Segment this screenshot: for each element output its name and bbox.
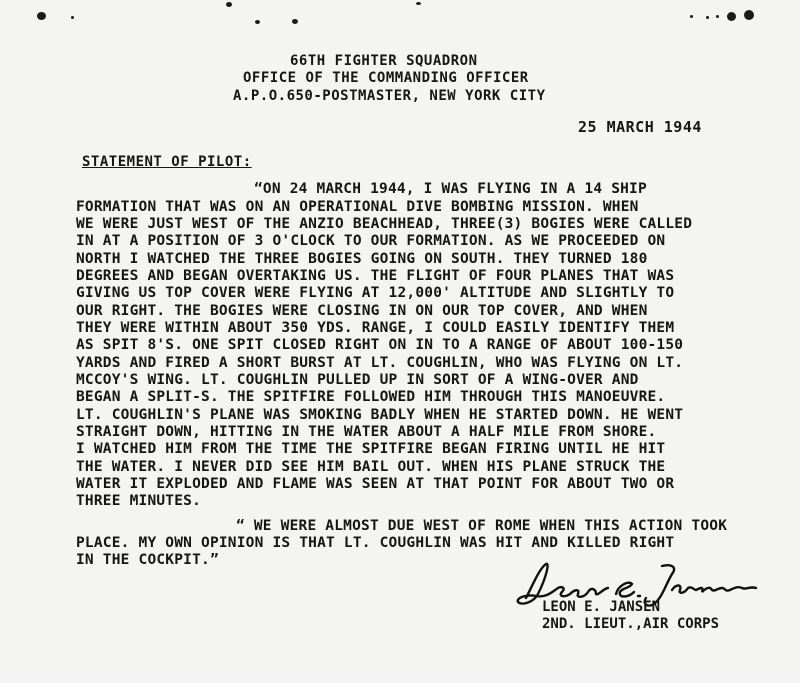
text-line: “ WE WERE ALMOST DUE WEST OF ROME WHEN THIS ACTION TOOK bbox=[236, 518, 728, 534]
text-line: PLACE. MY OWN OPINION IS THAT LT. COUGHLIN WAS HIT AND KILLED RIGHT bbox=[76, 535, 675, 551]
text-line: STRAIGHT DOWN, HITTING IN THE WATER ABOUT A HALF MILE FROM SHORE. bbox=[76, 424, 657, 440]
scan-speck bbox=[690, 15, 693, 18]
scan-speck bbox=[706, 16, 709, 19]
signer-name: LEON E. JANSEN bbox=[542, 599, 661, 615]
letterhead-address: A.P.O.650-POSTMASTER, NEW YORK CITY bbox=[233, 88, 546, 104]
text-line: NORTH I WATCHED THE THREE BOGIES GOING ON SOUTH. THEY TURNED 180 bbox=[76, 251, 648, 267]
letterhead-office: OFFICE OF THE COMMANDING OFFICER bbox=[243, 70, 529, 86]
scan-speck bbox=[226, 2, 232, 7]
scan-speck bbox=[37, 12, 46, 20]
text-line: THREE MINUTES. bbox=[76, 493, 202, 509]
scan-speck bbox=[744, 10, 754, 20]
text-line: IN THE COCKPIT.” bbox=[76, 552, 219, 568]
statement-title: STATEMENT OF PILOT: bbox=[82, 154, 252, 170]
letterhead-unit: 66TH FIGHTER SQUADRON bbox=[290, 53, 478, 69]
text-line: “ON 24 MARCH 1944, I WAS FLYING IN A 14 SHIP bbox=[254, 181, 647, 197]
text-line: IN AT A POSITION OF 3 O'CLOCK TO OUR FORMATION. AS WE PROCEEDED ON bbox=[76, 233, 666, 249]
scan-speck bbox=[292, 19, 298, 24]
text-line: BEGAN A SPLIT-S. THE SPITFIRE FOLLOWED HIM THROUGH THIS MANOEUVRE. bbox=[76, 389, 666, 405]
text-line: MCCOY'S WING. LT. COUGHLIN PULLED UP IN SORT OF A WING-OVER AND bbox=[76, 372, 639, 388]
scan-speck bbox=[727, 12, 736, 21]
text-line: THEY WERE WITHIN ABOUT 350 YDS. RANGE, I COULD EASILY IDENTIFY THEM bbox=[76, 320, 675, 336]
signer-rank: 2ND. LIEUT.,AIR CORPS bbox=[542, 616, 720, 632]
scan-speck bbox=[71, 16, 74, 19]
text-line: THE WATER. I NEVER DID SEE HIM BAIL OUT. WHEN HIS PLANE STRUCK THE bbox=[76, 459, 666, 475]
text-line: FORMATION THAT WAS ON AN OPERATIONAL DIVE BOMBING MISSION. WHEN bbox=[76, 199, 639, 215]
scan-speck bbox=[416, 2, 421, 5]
text-line: I WATCHED HIM FROM THE TIME THE SPITFIRE BEGAN FIRING UNTIL HE HIT bbox=[76, 441, 666, 457]
scan-speck bbox=[255, 20, 260, 24]
text-line: GIVING US TOP COVER WERE FLYING AT 12,000' ALTITUDE AND SLIGHTLY TO bbox=[76, 285, 675, 301]
text-line: OUR RIGHT. THE BOGIES WERE CLOSING IN ON OUR TOP COVER, AND WHEN bbox=[76, 303, 648, 319]
text-line: WATER IT EXPLODED AND FLAME WAS SEEN AT THAT POINT FOR ABOUT TWO OR bbox=[76, 476, 675, 492]
text-line: LT. COUGHLIN'S PLANE WAS SMOKING BADLY WHEN HE STARTED DOWN. HE WENT bbox=[76, 407, 684, 423]
text-line: AS SPIT 8'S. ONE SPIT CLOSED RIGHT ON IN TO A RANGE OF ABOUT 100-150 bbox=[76, 337, 684, 353]
text-line: WE WERE JUST WEST OF THE ANZIO BEACHHEAD, THREE(3) BOGIES WERE CALLED bbox=[76, 216, 693, 232]
text-line: DEGREES AND BEGAN OVERTAKING US. THE FLIGHT OF FOUR PLANES THAT WAS bbox=[76, 268, 675, 284]
text-line: YARDS AND FIRED A SHORT BURST AT LT. COUGHLIN, WHO WAS FLYING ON LT. bbox=[76, 355, 684, 371]
document-date: 25 MARCH 1944 bbox=[578, 118, 702, 136]
scan-speck bbox=[716, 15, 719, 18]
